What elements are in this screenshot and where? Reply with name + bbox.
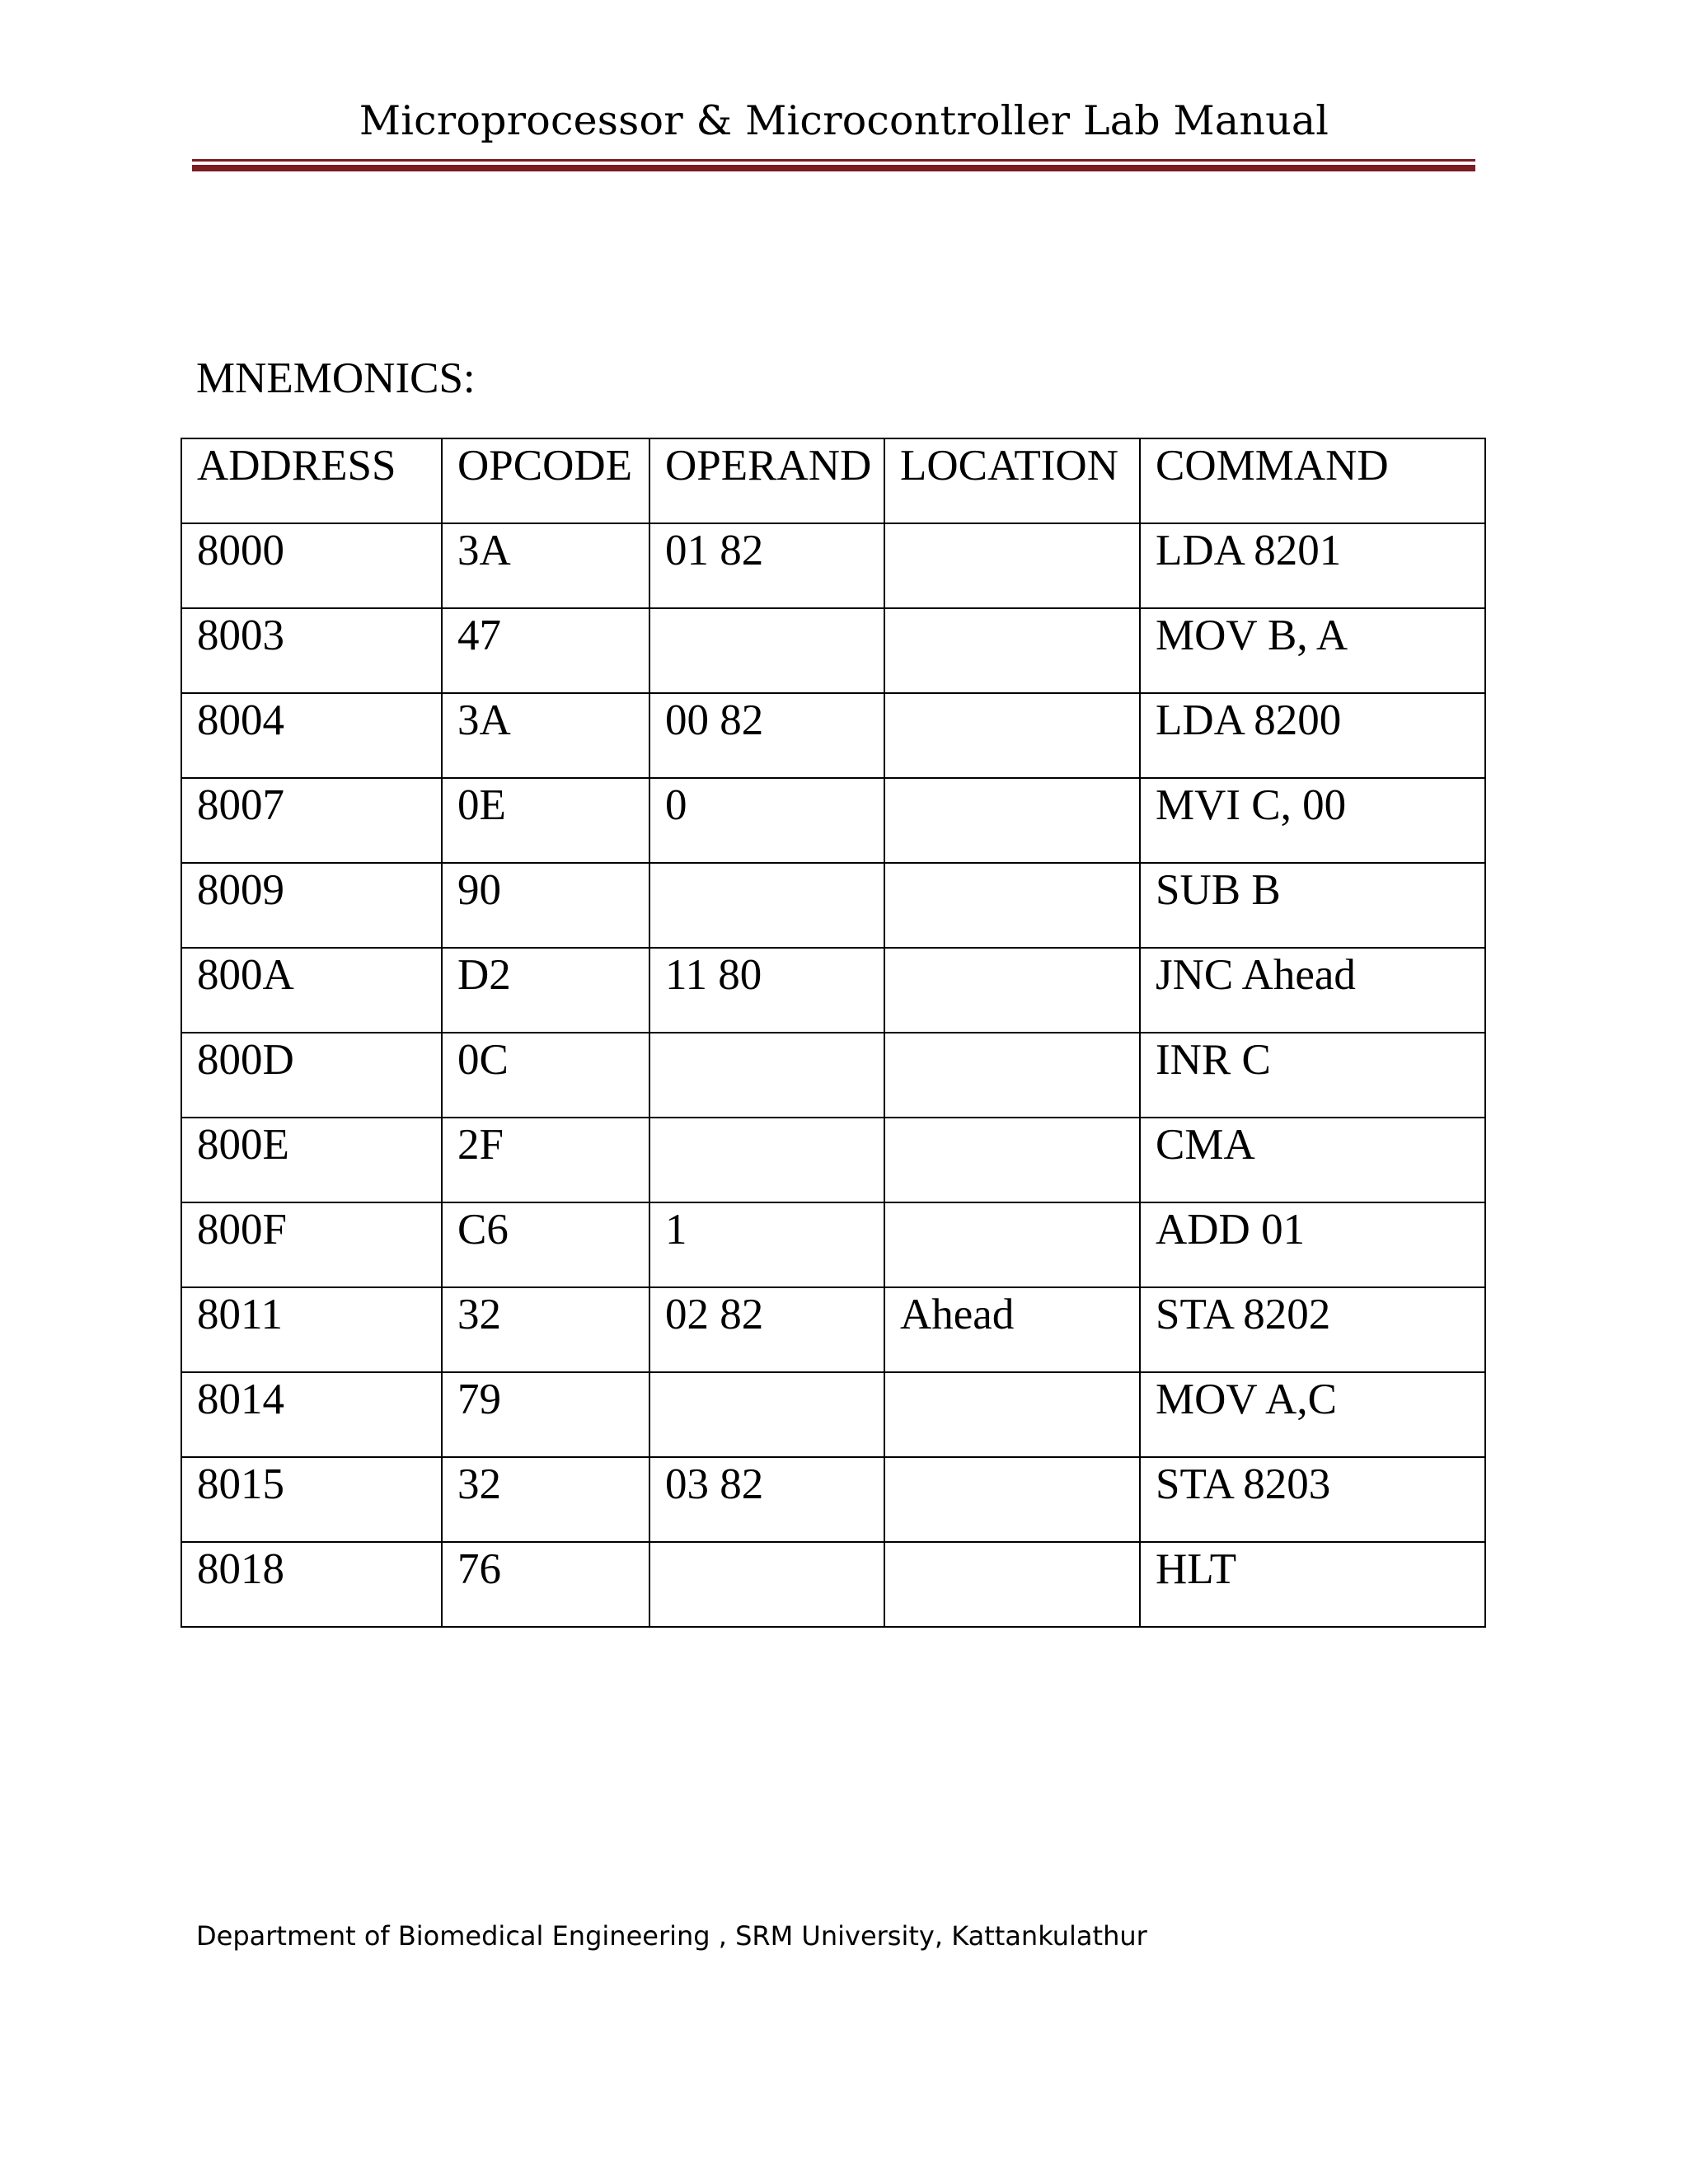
cell-opcode: 3A (442, 693, 649, 778)
cell-location (884, 1118, 1140, 1202)
cell-operand (649, 863, 884, 948)
cell-operand (649, 1033, 884, 1118)
cell-command: SUB B (1140, 863, 1485, 948)
cell-opcode: 47 (442, 608, 649, 693)
cell-command: MOV B, A (1140, 608, 1485, 693)
table-row (181, 778, 1485, 863)
cell-operand: 1 (649, 1202, 884, 1287)
cell-opcode: 0C (442, 1033, 649, 1118)
cell-location (884, 693, 1140, 778)
cell-opcode: 32 (442, 1287, 649, 1372)
cell-address: 8007 (181, 778, 442, 863)
cell-opcode: 76 (442, 1542, 649, 1627)
cell-operand: 11 80 (649, 948, 884, 1033)
cell-location (884, 1202, 1140, 1287)
table-row (181, 1287, 1485, 1372)
header-rule-thin (192, 159, 1475, 162)
cell-address: 8015 (181, 1457, 442, 1542)
cell-address: 8009 (181, 863, 442, 948)
cell-location (884, 1033, 1140, 1118)
cell-command: STA 8203 (1140, 1457, 1485, 1542)
section-heading: MNEMONICS: (196, 354, 476, 402)
cell-address: 800A (181, 948, 442, 1033)
cell-command: HLT (1140, 1542, 1485, 1627)
cell-location: Ahead (884, 1287, 1140, 1372)
cell-operand: 03 82 (649, 1457, 884, 1542)
table-body (181, 523, 1485, 1627)
cell-opcode: 79 (442, 1372, 649, 1457)
page-header-title: Microprocessor & Microcontroller Lab Manual (359, 97, 1329, 144)
column-header-opcode: OPCODE (442, 438, 649, 523)
cell-command: MOV A,C (1140, 1372, 1485, 1457)
table-row (181, 1542, 1485, 1627)
column-header-location: LOCATION (884, 438, 1140, 523)
cell-address: 8004 (181, 693, 442, 778)
cell-location (884, 1542, 1140, 1627)
column-header-command: COMMAND (1140, 438, 1485, 523)
table-row (181, 523, 1485, 608)
cell-location (884, 1457, 1140, 1542)
cell-operand: 0 (649, 778, 884, 863)
table-header-row (181, 438, 1485, 523)
cell-operand: 02 82 (649, 1287, 884, 1372)
cell-location (884, 523, 1140, 608)
cell-location (884, 948, 1140, 1033)
table-row (181, 1202, 1485, 1287)
cell-command: MVI C, 00 (1140, 778, 1485, 863)
cell-command: STA 8202 (1140, 1287, 1485, 1372)
cell-command: CMA (1140, 1118, 1485, 1202)
table-row (181, 948, 1485, 1033)
page-footer: Department of Biomedical Engineering , SRM University, Kattankulathur (196, 1920, 1147, 1952)
cell-opcode: 0E (442, 778, 649, 863)
table-row (181, 1118, 1485, 1202)
cell-address: 8018 (181, 1542, 442, 1627)
cell-opcode: 3A (442, 523, 649, 608)
column-header-address: ADDRESS (181, 438, 442, 523)
table-row (181, 1033, 1485, 1118)
cell-opcode: D2 (442, 948, 649, 1033)
cell-address: 800F (181, 1202, 442, 1287)
cell-opcode: 32 (442, 1457, 649, 1542)
table-row (181, 608, 1485, 693)
cell-operand (649, 1542, 884, 1627)
mnemonics-table (181, 438, 1486, 1628)
cell-address: 800E (181, 1118, 442, 1202)
table-row (181, 1457, 1485, 1542)
cell-location (884, 863, 1140, 948)
cell-command: LDA 8200 (1140, 693, 1485, 778)
cell-opcode: C6 (442, 1202, 649, 1287)
cell-address: 8003 (181, 608, 442, 693)
cell-command: JNC Ahead (1140, 948, 1485, 1033)
table-row (181, 1372, 1485, 1457)
cell-command: LDA 8201 (1140, 523, 1485, 608)
cell-location (884, 1372, 1140, 1457)
cell-opcode: 2F (442, 1118, 649, 1202)
table-row (181, 693, 1485, 778)
cell-command: INR C (1140, 1033, 1485, 1118)
cell-operand (649, 608, 884, 693)
cell-command: ADD 01 (1140, 1202, 1485, 1287)
cell-address: 8000 (181, 523, 442, 608)
cell-location (884, 608, 1140, 693)
cell-location (884, 778, 1140, 863)
cell-address: 8014 (181, 1372, 442, 1457)
cell-address: 800D (181, 1033, 442, 1118)
cell-opcode: 90 (442, 863, 649, 948)
cell-operand (649, 1372, 884, 1457)
cell-operand: 00 82 (649, 693, 884, 778)
column-header-operand: OPERAND (649, 438, 884, 523)
table-row (181, 863, 1485, 948)
cell-address: 8011 (181, 1287, 442, 1372)
cell-operand (649, 1118, 884, 1202)
cell-operand: 01 82 (649, 523, 884, 608)
header-rule-thick (192, 165, 1475, 171)
